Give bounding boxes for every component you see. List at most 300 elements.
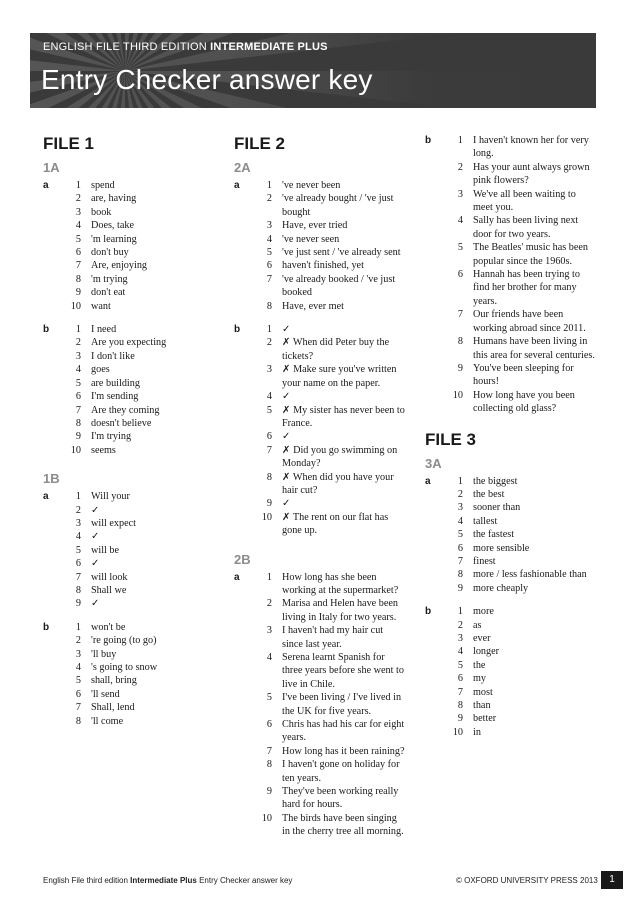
item-number: 3: [75, 350, 81, 362]
section-1a-heading: 1A: [43, 160, 60, 175]
item-number: 4: [266, 652, 272, 663]
item-number: 8: [75, 273, 81, 285]
group-letter: [43, 192, 61, 205]
answer-text: most: [473, 686, 493, 698]
item-number: 7: [75, 702, 81, 714]
answer-group-2b-a: [234, 571, 406, 839]
item-number: 9: [457, 582, 463, 594]
item-number: 6: [75, 391, 81, 403]
item-number: 4: [457, 515, 463, 527]
answer-group-1a-a: [43, 179, 213, 313]
answer-item: [425, 488, 597, 501]
item-number: 1: [75, 491, 81, 503]
answer-text: How long have you been collecting old glass?: [473, 389, 575, 415]
item-number: 6: [75, 558, 81, 570]
answer-item: [234, 336, 406, 363]
item-number: 7: [266, 745, 272, 757]
answer-item: [425, 672, 597, 685]
answer-text: Shall we: [91, 584, 127, 596]
group-letter: [234, 363, 252, 390]
group-letter: [43, 571, 61, 584]
answer-text: the best: [473, 488, 505, 500]
answer-text: 'll send: [91, 688, 120, 700]
item-number: 4: [75, 531, 81, 543]
group-letter: [425, 241, 443, 268]
answer-item: [43, 350, 213, 363]
item-number: 6: [457, 673, 463, 685]
answer-item: [234, 718, 406, 745]
item-number: 2: [75, 635, 81, 647]
group-letter: b: [425, 606, 432, 618]
answer-text: They've been working really hard for hours.: [282, 786, 399, 811]
item-number: 1: [457, 606, 463, 618]
item-number: 6: [457, 542, 463, 554]
title-banner: [30, 33, 596, 108]
item-number: 8: [266, 471, 272, 483]
group-letter: [234, 511, 252, 538]
answer-item: [234, 571, 406, 598]
group-letter: [43, 444, 61, 457]
answer-item: [43, 444, 213, 457]
answer-item: [43, 219, 213, 232]
answer-text: more / less fashionable than: [473, 569, 587, 581]
file-3-heading: FILE 3: [425, 429, 477, 449]
group-letter: [43, 273, 61, 286]
item-number: 4: [75, 364, 81, 376]
group-letter: [425, 699, 443, 712]
answer-text: I haven't gone on holiday for ten years.: [282, 759, 400, 784]
answer-item: [425, 645, 597, 658]
item-number: 10: [261, 812, 272, 824]
answer-item: [234, 259, 406, 272]
group-letter: [425, 188, 443, 215]
group-letter: a: [43, 491, 49, 503]
footer-copyright: © OXFORD UNIVERSITY PRESS 2013: [456, 876, 598, 885]
answer-text: ✗ The rent on our flat has gone up.: [282, 511, 389, 537]
item-number: 2: [457, 488, 463, 500]
answer-item: [425, 475, 597, 488]
answer-text: How long has she been working at the supermarket?: [282, 571, 399, 596]
item-number: 4: [457, 646, 463, 658]
group-letter: [234, 259, 252, 272]
answer-text: Our friends have been working abroad since 2011.: [473, 309, 586, 334]
answer-item: [43, 688, 213, 701]
answer-item: [234, 430, 406, 443]
answer-item: [425, 659, 597, 672]
answer-item: [425, 268, 597, 308]
answer-item: [43, 179, 213, 192]
section-2a-heading: 2A: [234, 160, 251, 175]
item-number: 2: [75, 337, 81, 349]
item-number: 10: [70, 300, 81, 312]
answer-item: [234, 651, 406, 691]
group-letter: [43, 206, 61, 219]
item-number: 10: [452, 389, 463, 401]
answer-item: [234, 812, 406, 839]
section-2b-heading: 2B: [234, 551, 251, 567]
answer-text: more: [473, 606, 494, 618]
answer-item: [234, 624, 406, 651]
answer-item: [43, 571, 213, 584]
group-letter: [425, 555, 443, 568]
group-letter: [43, 336, 61, 349]
answer-text: I'm sending: [91, 391, 139, 403]
answer-text: ✓: [91, 531, 100, 543]
answer-text: will look: [91, 571, 128, 583]
group-letter: [43, 557, 61, 570]
item-number: 9: [266, 498, 272, 510]
item-number: 5: [266, 247, 272, 259]
item-number: 9: [457, 713, 463, 725]
group-letter: [234, 651, 252, 691]
answer-text: are building: [91, 377, 140, 389]
item-number: 2: [266, 193, 272, 205]
answer-item: [43, 557, 213, 570]
answer-item: [234, 691, 406, 718]
group-letter: [425, 632, 443, 645]
item-number: 7: [75, 260, 81, 272]
group-letter: [43, 648, 61, 661]
group-letter: [43, 674, 61, 687]
item-number: 6: [75, 247, 81, 259]
answer-text: won't be: [91, 621, 126, 633]
group-letter: [43, 701, 61, 714]
answer-text: ✗ When did you have your hair cut?: [282, 471, 394, 496]
item-number: 3: [457, 188, 463, 200]
group-letter: [234, 785, 252, 812]
answer-text: are, having: [91, 193, 137, 205]
answer-text: the: [473, 659, 486, 671]
item-number: 8: [457, 569, 463, 581]
answer-text: finest: [473, 555, 496, 567]
answer-item: [43, 517, 213, 530]
answer-item: [43, 430, 213, 443]
group-letter: [234, 624, 252, 651]
answer-item: [234, 597, 406, 624]
answer-text: I've been living / I've lived in the UK for five years.: [282, 692, 402, 717]
answer-item: [234, 219, 406, 232]
answer-text: How long has it been raining?: [282, 745, 405, 757]
answer-item: [43, 634, 213, 647]
group-letter: a: [43, 180, 49, 191]
group-letter: [425, 308, 443, 335]
answer-item: [425, 389, 597, 416]
item-number: 2: [75, 193, 81, 205]
item-number: 2: [75, 504, 81, 516]
answer-item: [425, 134, 597, 161]
group-letter: [43, 688, 61, 701]
item-number: 7: [75, 404, 81, 416]
answer-text: Are you expecting: [91, 337, 167, 349]
group-letter: [43, 363, 61, 376]
item-number: 3: [266, 364, 272, 376]
item-number: 3: [266, 220, 272, 232]
answer-item: [425, 726, 597, 739]
answer-text: haven't finished, yet: [282, 260, 364, 272]
answer-group-1b-b: [43, 621, 213, 728]
answer-item: [234, 233, 406, 246]
answer-text: 've already bought / 've just bought: [282, 193, 394, 218]
answer-text: more sensible: [473, 542, 530, 554]
answer-item: [43, 323, 213, 336]
answer-text: will expect: [91, 517, 136, 529]
answer-item: [43, 648, 213, 661]
answer-item: [43, 246, 213, 259]
answer-text: want: [91, 300, 111, 312]
group-letter: b: [234, 324, 241, 336]
column-file-2b-file-3: [425, 134, 597, 739]
group-letter: [425, 389, 443, 416]
answer-item: [234, 471, 406, 498]
item-number: 3: [457, 633, 463, 644]
answer-item: [43, 490, 213, 503]
answer-group-1a-b: [43, 323, 213, 457]
answer-text: 've just sent / 've already sent: [282, 247, 401, 259]
group-letter: b: [425, 135, 432, 146]
answer-text: will be: [91, 544, 120, 556]
answer-text: than: [473, 700, 491, 712]
item-number: 9: [75, 287, 81, 299]
item-number: 10: [70, 444, 81, 456]
item-number: 8: [75, 715, 81, 727]
answer-item: [43, 417, 213, 430]
answer-item: [43, 259, 213, 272]
item-number: 1: [75, 324, 81, 336]
answer-item: [234, 192, 406, 219]
answer-group-2b-b: [425, 134, 597, 416]
answer-text: Humans have been living in this area for several centuries.: [473, 336, 595, 361]
answer-item: [425, 528, 597, 541]
series-label: ENGLISH FILE THIRD EDITION INTERMEDIATE PLUS: [43, 41, 328, 53]
group-letter: [425, 515, 443, 528]
file-2-heading: FILE 2: [234, 134, 286, 153]
answer-text: sooner than: [473, 502, 521, 514]
group-letter: [234, 192, 252, 219]
answer-item: [425, 582, 597, 595]
page-title: Entry Checker answer key: [41, 64, 373, 95]
answer-text: ✗ My sister has never been to France.: [282, 404, 405, 429]
group-letter: [425, 659, 443, 672]
answer-text: as: [473, 619, 482, 631]
group-letter: [43, 544, 61, 557]
group-letter: [43, 404, 61, 417]
answer-text: 'm learning: [91, 233, 137, 245]
answer-item: [43, 206, 213, 219]
item-number: 2: [457, 619, 463, 631]
answer-text: ✓: [282, 431, 291, 443]
item-number: 2: [457, 161, 463, 173]
answer-item: [43, 597, 213, 610]
answer-text: 've already booked / 've just booked: [282, 273, 396, 299]
answer-item: [234, 323, 406, 336]
group-letter: [425, 268, 443, 308]
answer-text: The Beatles' music has been popular since the 1960s.: [473, 242, 588, 267]
group-letter: [43, 300, 61, 313]
answer-text: longer: [473, 646, 500, 658]
answer-text: ever: [473, 633, 491, 644]
group-letter: b: [43, 621, 50, 633]
answer-group-3a-a: [425, 475, 597, 596]
answer-item: [425, 335, 597, 362]
group-letter: [425, 161, 443, 188]
group-letter: [234, 233, 252, 246]
item-number: 8: [457, 700, 463, 712]
item-number: 1: [75, 621, 81, 633]
group-letter: [43, 634, 61, 647]
group-letter: [43, 530, 61, 543]
answer-text: seems: [91, 444, 116, 456]
answer-group-1b-a: [43, 490, 213, 611]
answer-item: [234, 300, 406, 313]
group-letter: [425, 501, 443, 514]
answer-item: [43, 192, 213, 205]
item-number: 1: [457, 135, 463, 146]
answer-text: 've never been: [282, 180, 341, 191]
group-letter: [43, 350, 61, 363]
section-1b-heading: 1B: [43, 471, 60, 487]
answer-item: [425, 619, 597, 632]
answer-text: 've never seen: [282, 233, 340, 245]
item-number: 8: [457, 336, 463, 348]
answer-text: ✗ When did Peter buy the tickets?: [282, 337, 390, 362]
group-letter: [43, 390, 61, 403]
answer-text: the fastest: [473, 529, 515, 541]
group-letter: [43, 259, 61, 272]
group-letter: b: [43, 324, 50, 336]
answer-text: I'm trying: [91, 431, 132, 443]
item-number: 2: [266, 337, 272, 349]
group-letter: [425, 214, 443, 241]
answer-item: [425, 542, 597, 555]
group-letter: [234, 390, 252, 403]
answer-item: [234, 246, 406, 259]
group-letter: [43, 661, 61, 674]
answer-item: [43, 674, 213, 687]
item-number: 1: [266, 180, 272, 191]
answer-text: spend: [91, 180, 115, 191]
answer-text: Sally has been living next door for two years.: [473, 215, 579, 240]
answer-text: Chris has had his car for eight years.: [282, 719, 405, 744]
answer-item: [43, 233, 213, 246]
item-number: 6: [266, 260, 272, 272]
item-number: 1: [75, 180, 81, 191]
column-file-2: [234, 134, 406, 839]
item-number: 4: [266, 391, 272, 403]
answer-item: [234, 745, 406, 758]
group-letter: a: [234, 571, 240, 583]
answer-item: [234, 179, 406, 192]
answer-text: I don't like: [91, 350, 135, 362]
group-letter: [43, 584, 61, 597]
item-number: 1: [457, 475, 463, 487]
answer-item: [425, 501, 597, 514]
group-letter: [43, 430, 61, 443]
answer-item: [234, 785, 406, 812]
answer-item: [43, 621, 213, 634]
group-letter: [234, 718, 252, 745]
answer-group-3a-b: [425, 605, 597, 739]
group-letter: [234, 497, 252, 510]
answer-text: my: [473, 673, 487, 685]
answer-text: goes: [91, 364, 110, 376]
answer-text: in: [473, 726, 481, 738]
item-number: 7: [75, 571, 81, 583]
item-number: 4: [457, 215, 463, 227]
answer-text: ✓: [282, 498, 291, 510]
answer-text: I haven't had my hair cut since last year.: [282, 625, 384, 650]
answer-group-2a-b: [234, 323, 406, 538]
group-letter: [43, 417, 61, 430]
group-letter: [425, 645, 443, 658]
group-letter: [425, 712, 443, 725]
item-number: 1: [266, 571, 272, 583]
answer-text: 're going (to go): [91, 635, 157, 647]
answer-text: the biggest: [473, 475, 518, 487]
answer-text: Will your: [91, 491, 130, 503]
item-number: 5: [75, 233, 81, 245]
group-letter: [234, 246, 252, 259]
item-number: 8: [75, 417, 81, 429]
item-number: 6: [266, 431, 272, 443]
item-number: 8: [266, 300, 272, 312]
answer-item: [234, 444, 406, 471]
file-1-heading: FILE 1: [43, 134, 95, 153]
item-number: 3: [266, 625, 272, 637]
item-number: 3: [75, 648, 81, 660]
group-letter: [234, 300, 252, 313]
answer-item: [43, 701, 213, 714]
group-letter: [234, 758, 252, 785]
answer-item: [425, 214, 597, 241]
answer-item: [425, 241, 597, 268]
item-number: 7: [266, 273, 272, 285]
item-number: 5: [75, 675, 81, 687]
answer-text: Marisa and Helen have been living in Italy for two years.: [282, 598, 398, 623]
answer-text: Are they coming: [91, 404, 160, 416]
answer-text: 'm trying: [91, 273, 128, 285]
item-number: 9: [75, 431, 81, 443]
group-letter: [425, 488, 443, 501]
answer-item: [425, 712, 597, 725]
item-number: 3: [457, 502, 463, 514]
group-letter: [425, 335, 443, 362]
group-letter: [43, 233, 61, 246]
answer-item: [43, 363, 213, 376]
answer-text: Are, enjoying: [91, 260, 148, 272]
group-letter: [43, 504, 61, 517]
answer-item: [43, 544, 213, 557]
answer-text: ✓: [91, 598, 100, 610]
item-number: 7: [457, 686, 463, 698]
answer-item: [43, 530, 213, 543]
footer-left: English File third edition Intermediate Plus Entry Checker answer key: [43, 876, 293, 885]
group-letter: [43, 597, 61, 610]
item-number: 7: [266, 444, 272, 456]
group-letter: [234, 404, 252, 431]
answer-text: ✓: [282, 324, 291, 336]
answer-item: [43, 300, 213, 313]
answer-text: tallest: [473, 515, 498, 527]
answer-text: Serena learnt Spanish for three years before she went to live in Chile.: [282, 652, 404, 690]
group-letter: [43, 246, 61, 259]
answer-item: [425, 605, 597, 618]
section-3a-heading: 3A: [425, 455, 442, 471]
group-letter: [43, 715, 61, 728]
group-letter: [234, 471, 252, 498]
group-letter: [43, 219, 61, 232]
answer-item: [234, 497, 406, 510]
answer-item: [43, 715, 213, 728]
